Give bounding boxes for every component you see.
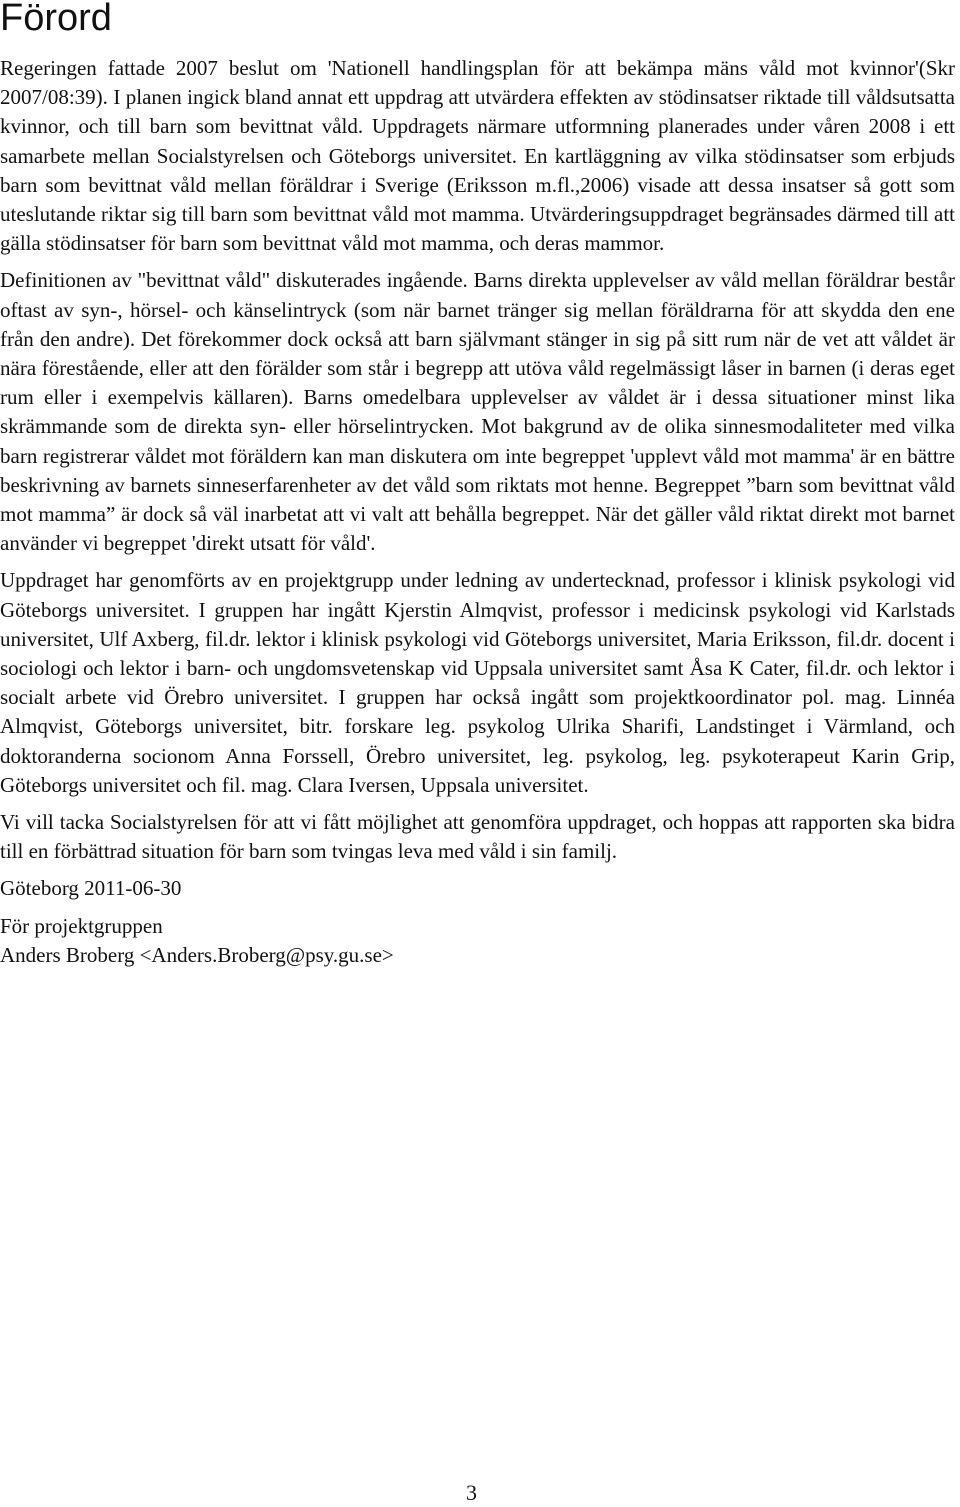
page-title: Förord <box>0 0 112 39</box>
paragraph-assignment: Regeringen fattade 2007 beslut om 'Nationell handlingsplan för att bekämpa mäns våld mot kvinnor'(Skr 2007/08:39). I planen ingick bland annat ett uppdrag att utvärdera effekten av stödinsatser riktade till våldsutsatta kvinnor, och till barn som bevittnat våld. Uppdragets närmare utformning planerades under våren 2008 i ett samarbete mellan Socialstyrelsen och Göteborgs universitet. En kartläggning av vilka stödinsatser som erbjuds barn som bevittnat våld mellan föräldrar i Sverige (Eriksson m.fl.,2006) visade att dessa insatser så gott som uteslutande riktar sig till barn som bevittnat våld mot mamma. Utvärderingsuppdraget begränsades därmed till att gälla stödinsatser för barn som bevittnat våld mot mamma, och deras mammor. <box>0 56 955 256</box>
place-date: Göteborg 2011-06-30 <box>0 876 182 901</box>
paragraph-thanks: Vi vill tacka Socialstyrelsen för att vi fått möjlighet att genomföra uppdraget, och hoppas att rapporten ska bidra till en förbättrad situation för barn som tvingas leva med våld i sin familj. <box>0 810 955 864</box>
page-number: 3 <box>466 1480 477 1505</box>
paragraph-definition: Definitionen av "bevittnat våld" diskuterades ingående. Barns direkta upplevelser av våld mellan föräldrar består oftast av syn-, hörsel- och känselintryck (som när barnet tränger sig mellan föräldrarna för att skydda den ene från den andre). Det förekommer dock också att barn självmant stänger in sig på sitt rum när de vet att våldet är nära förestående, eller att den förälder som står i begrepp att utöva våld regelmässigt låser in barnen (i deras eget rum eller i exempelvis källaren). Barns omedelbara upplevelser av våldet är i dessa situationer minst lika skrämmande som de direkta syn- eller hörselintrycken. Mot bakgrund av de olika sinnesmodaliteter med vilka barn registrerar våldet mot föräldern kan man diskutera om inte begreppet 'upplevt våld mot mamma' är en bättre beskrivning av barnets sinneserfarenheter av det våld som riktats mot henne. Begreppet ”barn som bevittnat våld mot mamma” är dock så väl inarbetat att vi valt att behålla begreppet. När det gäller våld riktat direkt mot barnet använder vi begreppet 'direkt utsatt för våld'. <box>0 268 955 556</box>
signature-name-email: Anders Broberg <Anders.Broberg@psy.gu.se> <box>0 942 394 967</box>
signature-block <box>0 912 955 970</box>
signature-group: För projektgruppen <box>0 913 163 938</box>
document-body <box>0 54 955 970</box>
paragraph-project-group: Uppdraget har genomförts av en projektgrupp under ledning av undertecknad, professor i klinisk psykologi vid Göteborgs universitet. I gruppen har ingått Kjerstin Almqvist, professor i medicinsk psykologi vid Karlstads universitet, Ulf Axberg, fil.dr. lektor i klinisk psykologi vid Göteborgs universitet, Maria Eriksson, fil.dr. docent i sociologi och lektor i barn- och ungdomsvetenskap vid Uppsala universitet samt Åsa K Cater, fil.dr. och lektor i socialt arbete vid Örebro universitet. I gruppen har också ingått som projektkoordinator pol. mag. Linnéa Almqvist, Göteborgs universitet, bitr. forskare leg. psykolog Ulrika Sharifi, Landstinget i Värmland, och doktoranderna socionom Anna Forssell, Örebro universitet, leg. psykolog, leg. psykoterapeut Karin Grip, Göteborgs universitet och fil. mag. Clara Iversen, Uppsala universitet. <box>0 568 955 797</box>
